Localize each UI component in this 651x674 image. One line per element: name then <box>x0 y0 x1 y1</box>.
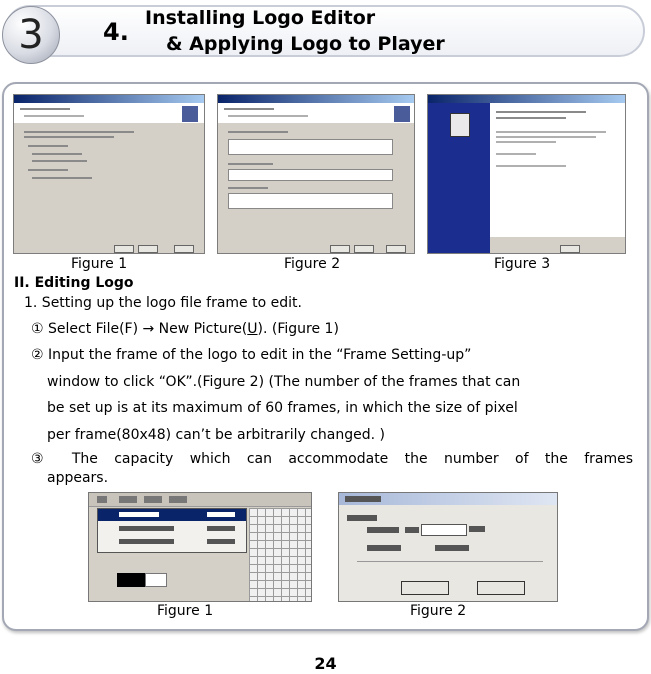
section-heading: II. Editing Logo <box>14 275 134 291</box>
step2-line2: window to click “OK”.(Figure 2) (The number of the frames that can <box>47 374 521 390</box>
step1-underline: U <box>247 321 258 337</box>
figure2-caption: Figure 2 <box>284 256 341 272</box>
page-title-line1: Installing Logo Editor <box>145 7 376 29</box>
bottom-figure2-caption: Figure 2 <box>410 603 467 619</box>
step-intro: 1. Setting up the logo file frame to edit. <box>24 295 302 311</box>
figure3-screenshot <box>427 94 626 254</box>
figure2-screenshot <box>217 94 415 254</box>
bottom-figure1-screenshot <box>88 492 312 602</box>
step1-suffix: ). (Figure 1) <box>257 321 339 337</box>
section-number: 4. <box>103 18 129 46</box>
step2-line4: per frame(80x48) can’t be arbitrarily changed. ) <box>47 427 385 443</box>
step1-text <box>31 321 339 337</box>
step2-line3: be set up is at its maximum of 60 frames, in which the size of pixel <box>47 400 518 416</box>
bottom-figure1-caption: Figure 1 <box>157 603 214 619</box>
bottom-figure2-screenshot <box>338 492 558 602</box>
step3-line2: appears. <box>47 470 109 486</box>
step3-line1: ③ The capacity which can accommodate the number of the frames <box>31 451 633 467</box>
chapter-badge: 3 <box>2 6 60 64</box>
page-number: 24 <box>314 654 337 673</box>
page-title-line2: & Applying Logo to Player <box>166 33 445 55</box>
figure3-caption: Figure 3 <box>494 256 551 272</box>
step1-prefix: ① Select File(F) → New Picture( <box>31 321 248 337</box>
figure1-caption: Figure 1 <box>71 256 128 272</box>
step2-line1: ② Input the frame of the logo to edit in the “Frame Setting-up” <box>31 347 472 363</box>
figure1-screenshot <box>13 94 205 254</box>
